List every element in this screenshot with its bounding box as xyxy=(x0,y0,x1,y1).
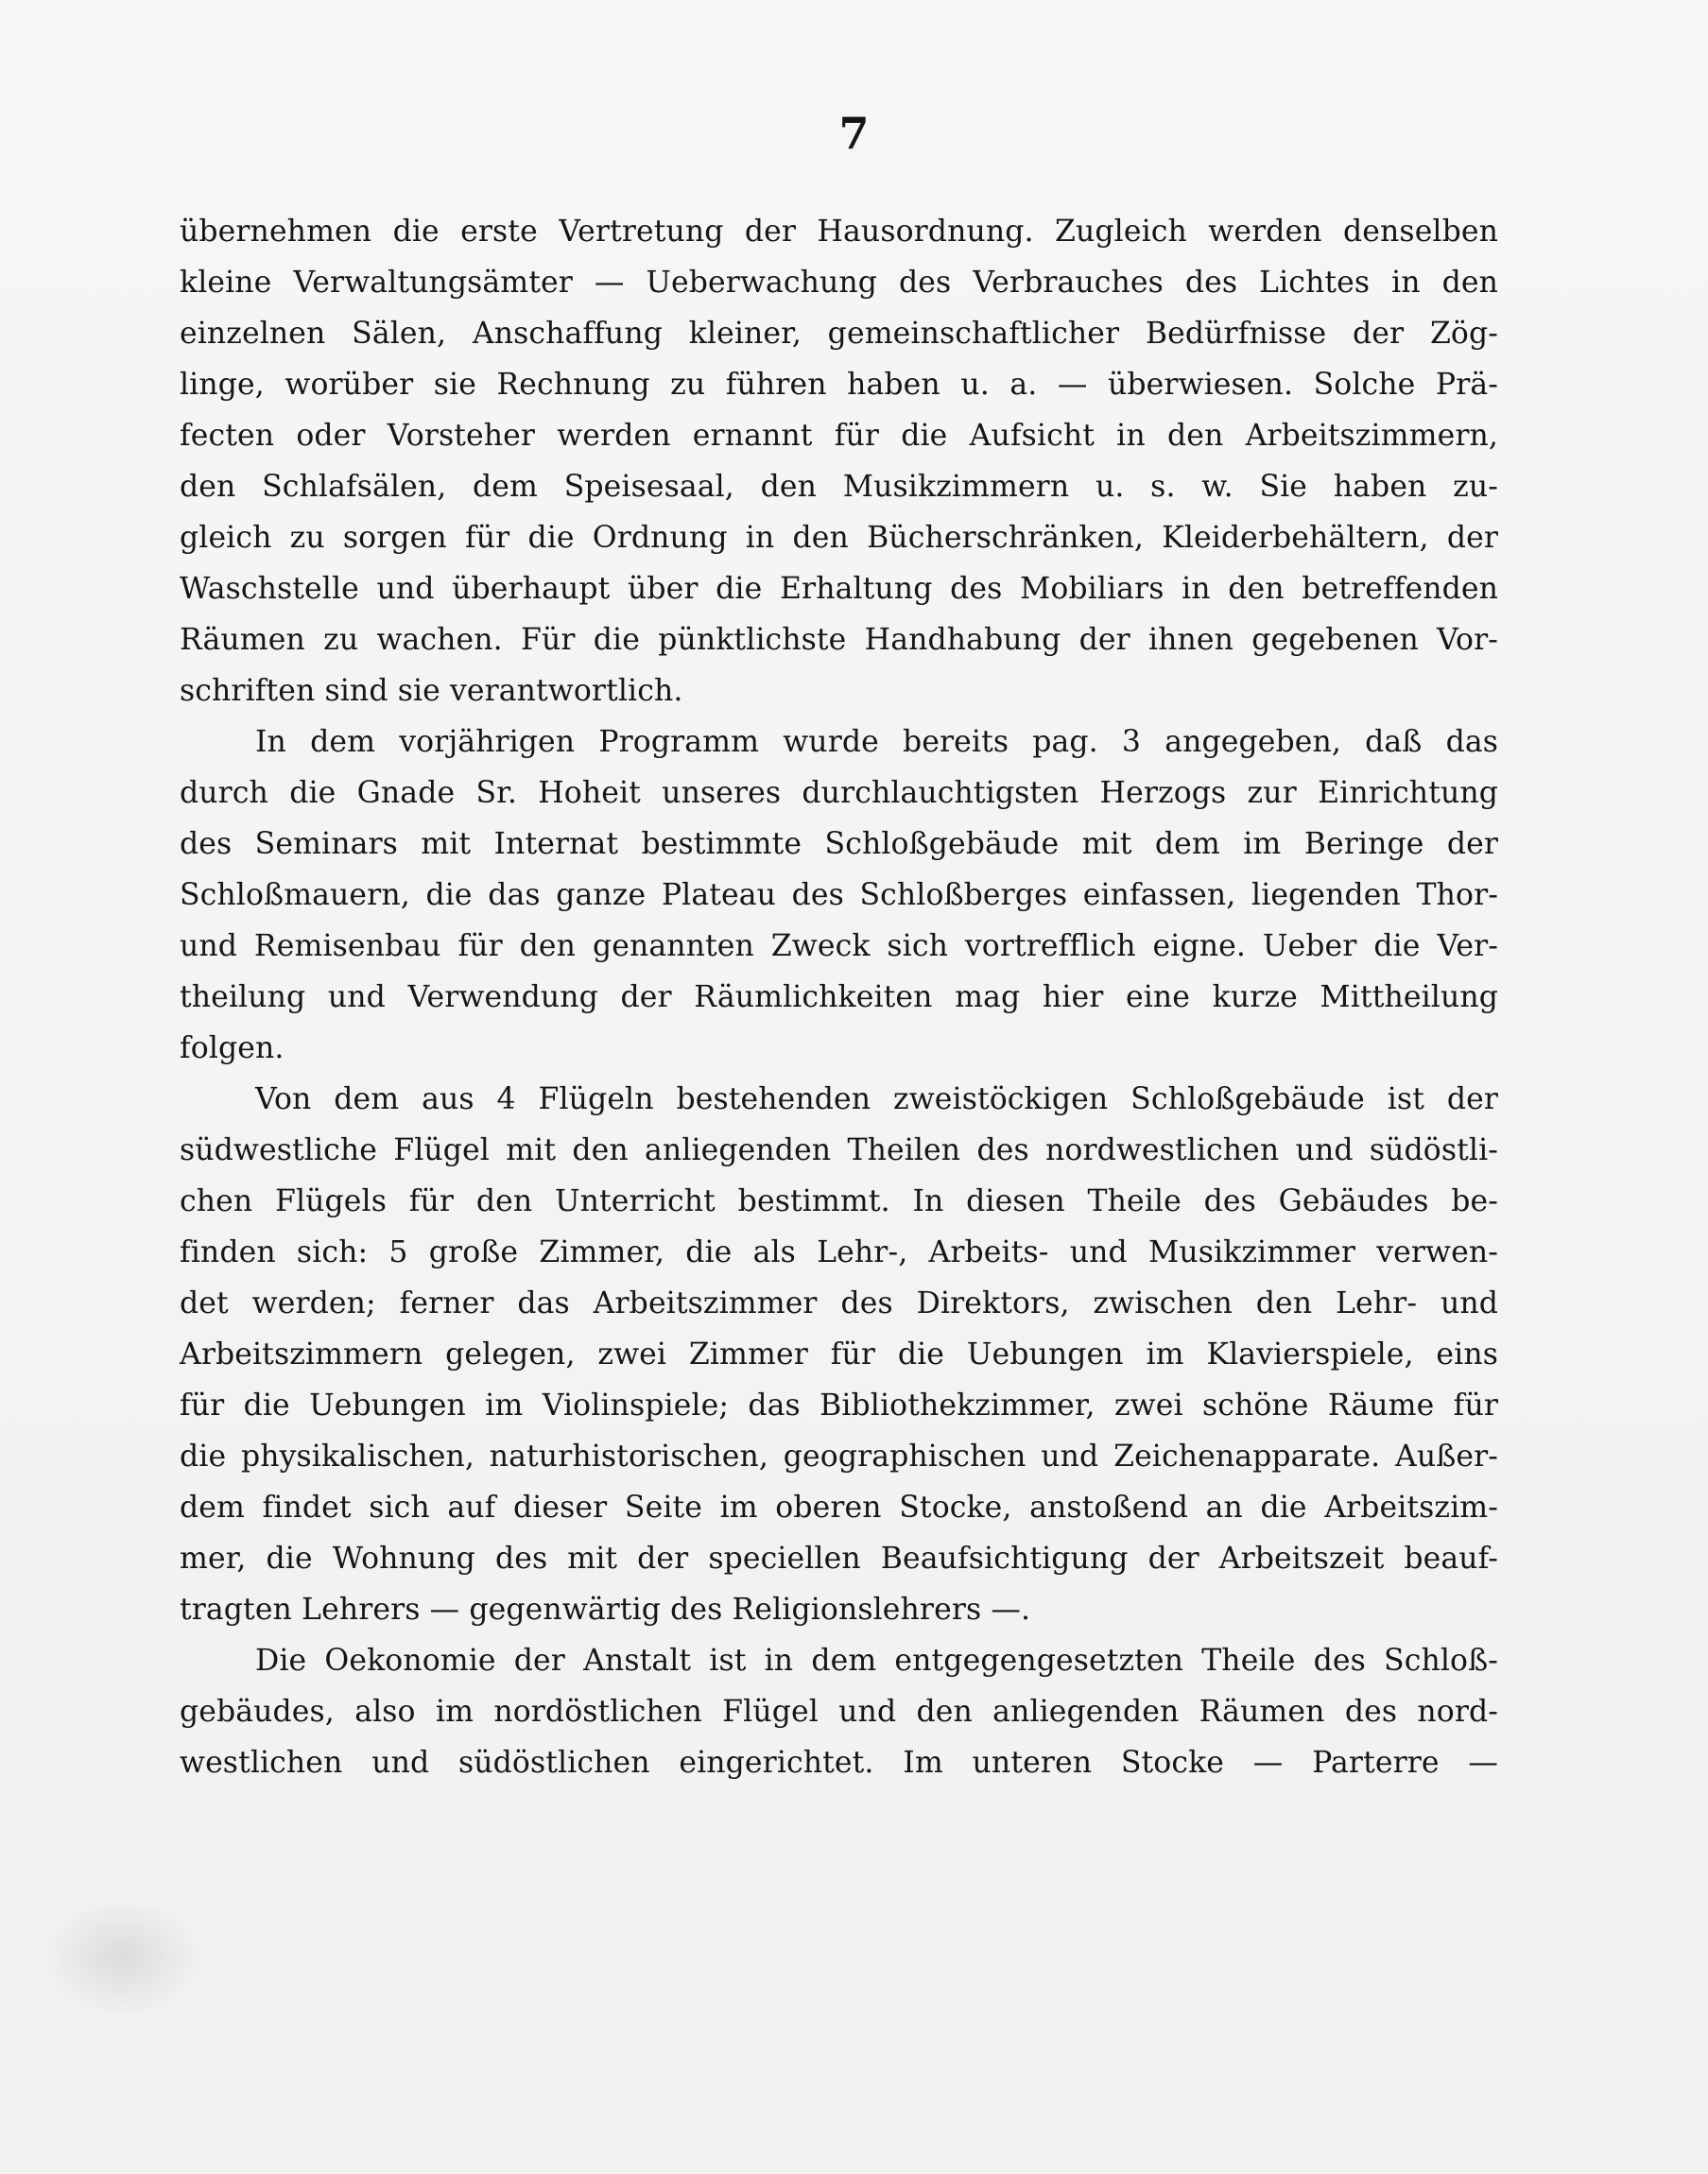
text-line: finden sich: 5 große Zimmer, die als Lehr-, Arbeits- und Musikzimmer verwen- xyxy=(180,1235,1498,1269)
paragraph-3 xyxy=(180,1074,1498,1635)
text-line: Von dem aus 4 Flügeln bestehenden zweistöckigen Schloßgebäude ist der xyxy=(255,1082,1498,1116)
text-line: des Seminars mit Internat bestimmte Schloßgebäude mit dem im Beringe der xyxy=(180,827,1498,861)
text-line: tragten Lehrers — gegenwärtig des Religionslehrers —. xyxy=(180,1593,1031,1627)
paragraph-2 xyxy=(180,716,1498,1074)
text-line: In dem vorjährigen Programm wurde bereits pag. 3 angegeben, daß das xyxy=(255,725,1498,759)
text-line: die physikalischen, naturhistorischen, geographischen und Zeichenapparate. Außer- xyxy=(180,1440,1498,1474)
text-line: Schloßmauern, die das ganze Plateau des Schloßberges einfassen, liegenden Thor- xyxy=(180,878,1498,912)
text-line: durch die Gnade Sr. Hoheit unseres durchlauchtigsten Herzogs zur Einrichtung xyxy=(180,776,1498,810)
text-line: Räumen zu wachen. Für die pünktlichste Handhabung der ihnen gegebenen Vor- xyxy=(180,623,1498,657)
text-line: gleich zu sorgen für die Ordnung in den Bücherschränken, Kleiderbehältern, der xyxy=(180,521,1498,555)
text-line: und Remisenbau für den genannten Zweck sich vortrefflich eigne. Ueber die Ver- xyxy=(180,929,1498,963)
text-body xyxy=(180,206,1498,1788)
text-line: westlichen und südöstlichen eingerichtet. Im unteren Stocke — Parterre — xyxy=(180,1746,1498,1780)
text-line: gebäudes, also im nordöstlichen Flügel und den anliegenden Räumen des nord- xyxy=(180,1695,1498,1729)
paragraph-4 xyxy=(180,1635,1498,1788)
text-line: theilung und Verwendung der Räumlichkeiten mag hier eine kurze Mittheilung xyxy=(180,980,1498,1014)
text-line: einzelnen Sälen, Anschaffung kleiner, gemeinschaftlicher Bedürfnisse der Zög- xyxy=(180,317,1498,351)
text-line: für die Uebungen im Violinspiele; das Bibliothekzimmer, zwei schöne Räume für xyxy=(180,1389,1498,1423)
text-line: mer, die Wohnung des mit der speciellen Beaufsichtigung der Arbeitszeit beauf- xyxy=(180,1542,1498,1576)
text-line: folgen. xyxy=(180,1031,285,1065)
paragraph-1 xyxy=(180,206,1498,716)
text-line: südwestliche Flügel mit den anliegenden Theilen des nordwestlichen und südöstli- xyxy=(180,1133,1498,1167)
text-line: fecten oder Vorsteher werden ernannt für die Aufsicht in den Arbeitszimmern, xyxy=(180,419,1498,453)
text-line: Die Oekonomie der Anstalt ist in dem entgegengesetzten Theile des Schloß- xyxy=(255,1644,1498,1678)
text-line: schriften sind sie verantwortlich. xyxy=(180,674,683,708)
page-number: 7 xyxy=(838,108,870,159)
text-line: chen Flügels für den Unterricht bestimmt. In diesen Theile des Gebäudes be- xyxy=(180,1184,1498,1218)
text-line: den Schlafsälen, dem Speisesaal, den Musikzimmern u. s. w. Sie haben zu- xyxy=(180,470,1498,504)
text-line: Arbeitszimmern gelegen, zwei Zimmer für die Uebungen im Klavierspiele, eins xyxy=(180,1337,1498,1372)
text-line: dem findet sich auf dieser Seite im oberen Stocke, anstoßend an die Arbeitszim- xyxy=(180,1491,1498,1525)
text-line: übernehmen die erste Vertretung der Hausordnung. Zugleich werden denselben xyxy=(180,215,1498,249)
text-line: linge, worüber sie Rechnung zu führen haben u. a. — überwiesen. Solche Prä- xyxy=(180,368,1498,402)
text-line: det werden; ferner das Arbeitszimmer des Direktors, zwischen den Lehr- und xyxy=(180,1286,1498,1320)
text-line: kleine Verwaltungsämter — Ueberwachung des Verbrauches des Lichtes in den xyxy=(180,266,1498,300)
text-line: Waschstelle und überhaupt über die Erhaltung des Mobiliars in den betreffenden xyxy=(180,572,1498,606)
